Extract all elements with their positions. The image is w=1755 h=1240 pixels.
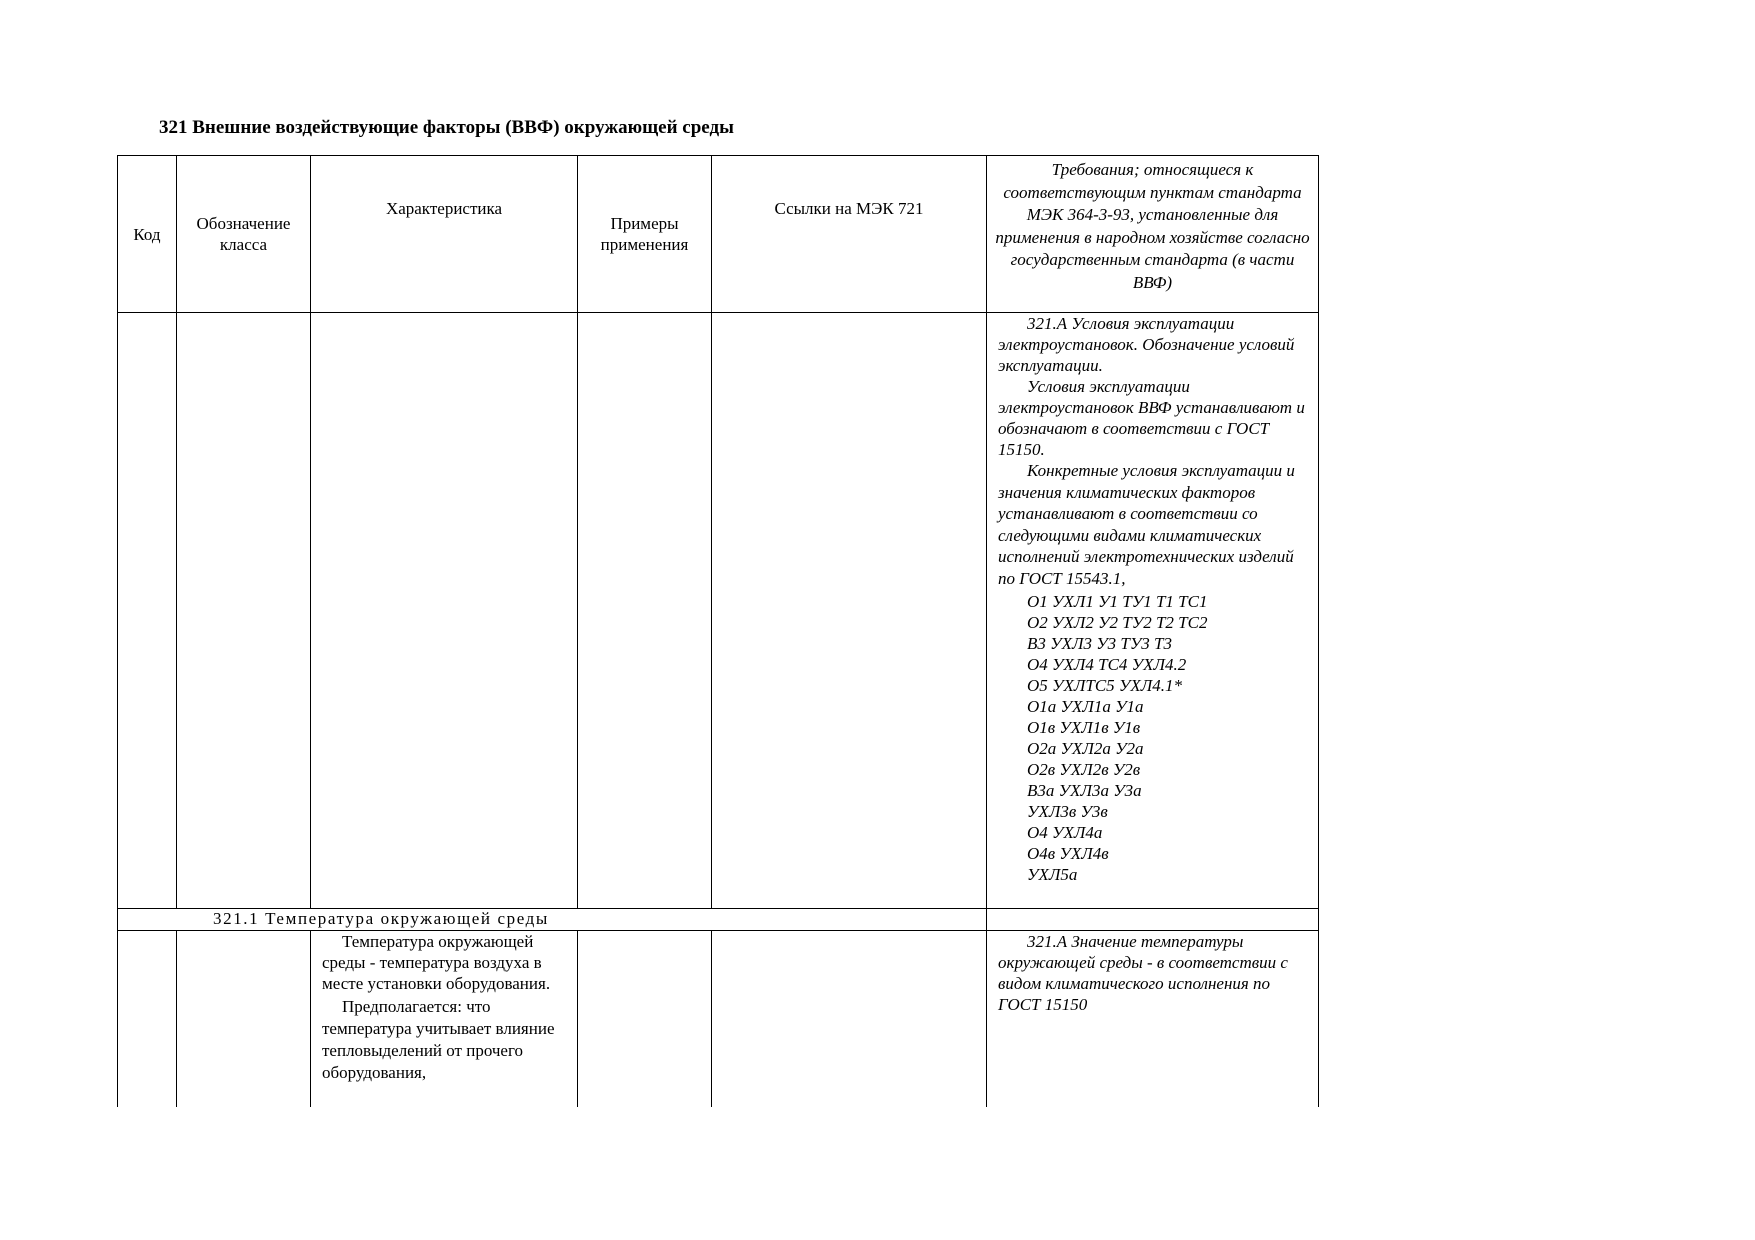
climate-code-line: О4в УХЛ4в xyxy=(1027,844,1109,863)
climate-code-line: О4 УХЛ4а xyxy=(1027,823,1103,842)
cell-characteristic xyxy=(311,313,578,909)
cell-requirements xyxy=(987,313,1319,909)
header-examples: Примеры применения xyxy=(578,156,712,313)
climate-code-line: УХЛ5а xyxy=(1027,865,1078,884)
section-row xyxy=(118,909,1319,931)
header-class-designation: Обозначение класса xyxy=(177,156,311,313)
header-row xyxy=(118,156,1319,313)
cell-requirements xyxy=(987,931,1319,1107)
cell-characteristic xyxy=(311,931,578,1107)
requirements-paragraph: 321.А Значение температуры окружающей среды - в соответствии с видом климатического исполнения по ГОСТ 15150 xyxy=(998,932,1288,1014)
cell-iec-refs xyxy=(712,931,987,1107)
characteristic-paragraph: Температура окружающей среды - температура воздуха в месте установки оборудования. xyxy=(322,932,551,993)
climate-code-line: О5 УХЛТС5 УХЛ4.1* xyxy=(1027,676,1182,695)
cell-examples xyxy=(578,931,712,1107)
requirements-paragraph: 321.А Условия эксплуатации электроустановок. Обозначение условий эксплуатации. xyxy=(998,314,1295,375)
table-row xyxy=(118,313,1319,909)
climate-code-line: О2а УХЛ2а У2а xyxy=(1027,739,1144,758)
document-title: 321 Внешние воздействующие факторы (ВВФ) окружающей среды xyxy=(159,117,734,138)
cell-iec-refs xyxy=(712,313,987,909)
section-requirements-cell xyxy=(987,909,1319,931)
climate-code-line: О2в УХЛ2в У2в xyxy=(1027,760,1141,779)
cell-class xyxy=(177,313,311,909)
requirements-paragraph: Условия эксплуатации электроустановок ВВФ устанавливают и обозначают в соответствии с ГОСТ 15150. xyxy=(998,377,1305,459)
climate-code-line: О4 УХЛ4 ТС4 УХЛ4.2 xyxy=(1027,655,1187,674)
climate-codes-list xyxy=(998,591,1308,885)
header-code: Код xyxy=(118,156,177,313)
requirements-paragraph: Конкретные условия эксплуатации и значения климатических факторов устанавливают в соответствии со следующими видами климатических исполнений электротехнических изделий по ГОСТ 15543.1, xyxy=(998,461,1295,588)
climate-code-line: О1 УХЛ1 У1 ТУ1 Т1 ТС1 xyxy=(1027,592,1208,611)
table-row xyxy=(118,931,1319,1107)
header-requirements: Требования; относящиеся к соответствующим пунктам стандарта МЭК 364-3-93, установленные для применения в народном хозяйстве согласно государственным стандарта (в части ВВФ) xyxy=(987,156,1319,313)
header-iec-refs: Ссылки на МЭК 721 xyxy=(712,156,987,313)
header-characteristic: Характеристика xyxy=(311,156,578,313)
section-heading: 321.1 Температура окружающей среды xyxy=(118,909,987,931)
characteristic-paragraph: Предполагается: что температура учитывает влияние тепловыделений от прочего оборудования, xyxy=(322,997,555,1082)
climate-code-line: В3а УХЛ3а У3а xyxy=(1027,781,1142,800)
factors-table xyxy=(117,155,1319,1107)
climate-code-line: УХЛ3в У3в xyxy=(1027,802,1108,821)
climate-code-line: В3 УХЛ3 У3 ТУ3 Т3 xyxy=(1027,634,1173,653)
cell-code xyxy=(118,931,177,1107)
climate-code-line: О2 УХЛ2 У2 ТУ2 Т2 ТС2 xyxy=(1027,613,1208,632)
cell-class xyxy=(177,931,311,1107)
climate-code-line: О1а УХЛ1а У1а xyxy=(1027,697,1144,716)
climate-code-line: О1в УХЛ1в У1в xyxy=(1027,718,1141,737)
cell-examples xyxy=(578,313,712,909)
cell-code xyxy=(118,313,177,909)
